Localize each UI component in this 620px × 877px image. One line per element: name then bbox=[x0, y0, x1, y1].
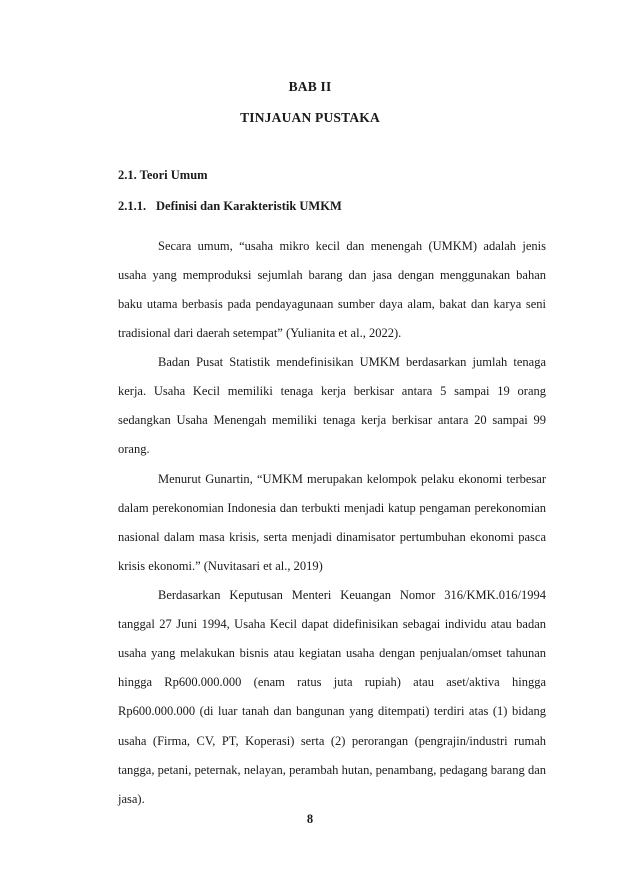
paragraph: Berdasarkan Keputusan Menteri Keuangan Nomor 316/KMK.016/1994 tanggal 27 Juni 1994, Usaha Kecil dapat didefinisikan sebagai individu atau badan usaha yang melakukan bisnis atau kegiatan usaha dengan penjualan/omset tahunan hingga Rp600.000.000 (enam ratus juta rupiah) atau aset/aktiva hingga Rp600.000.000 (di luar tanah dan bangunan yang ditempati) terdiri atas (1) bidang usaha (Firma, CV, PT, Koperasi) serta (2) perorangan (pengrajin/industri rumah tangga, petani, peternak, nelayan, perambah hutan, penambang, pedagang barang dan jasa). bbox=[118, 587, 546, 806]
subsection-title: Definisi dan Karakteristik UMKM bbox=[156, 199, 342, 213]
paragraph: Menurut Gunartin, “UMKM merupakan kelompok pelaku ekonomi terbesar dalam perekonomian Indonesia dan terbukti menjadi katup pengaman perekonomian nasional dalam masa krisis, serta menjadi dinamisator pertumbuhan ekonomi pasca krisis ekonomi.” (Nuvitasari et al., 2019) bbox=[118, 471, 546, 574]
subsection-number: 2.1.1. bbox=[118, 199, 147, 213]
paragraph: Secara umum, “usaha mikro kecil dan menengah (UMKM) adalah jenis usaha yang memproduksi sejumlah barang dan jasa dengan menggunakan bahan baku utama berbasis pada pendayagunaan sumber daya alam, bakat dan karya seni tradisional dari daerah setempat” (Yulianita et al., 2022). bbox=[118, 238, 546, 341]
chapter-title: TINJAUAN PUSTAKA bbox=[240, 110, 380, 125]
section-heading: 2.1. Teori Umum bbox=[118, 168, 208, 182]
page-number: 8 bbox=[306, 812, 314, 826]
subsection-heading bbox=[118, 199, 342, 214]
chapter-number: BAB II bbox=[288, 79, 332, 94]
paragraph: Badan Pusat Statistik mendefinisikan UMKM berdasarkan jumlah tenaga kerja. Usaha Kecil memiliki tenaga kerja berkisar antara 5 sampai 19 orang sedangkan Usaha Menengah memiliki tenaga kerja berkisar antara 20 sampai 99 orang. bbox=[118, 354, 546, 457]
